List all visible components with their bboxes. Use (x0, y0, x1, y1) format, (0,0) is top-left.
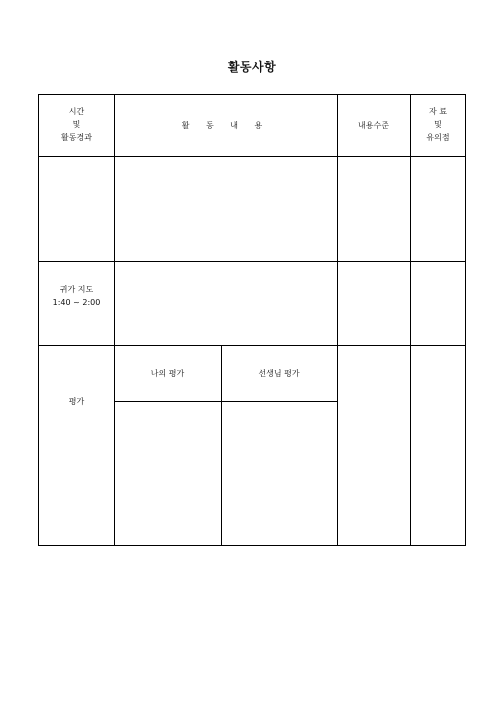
header-time-line2: 및 (72, 120, 81, 129)
self-evaluation-label: 나의 평가 (150, 369, 185, 378)
header-time-cell (39, 105, 114, 144)
evaluation-label: 평가 (68, 397, 85, 406)
header-divider (39, 156, 466, 157)
header-material-line2: 및 (434, 120, 442, 129)
header-time-line3: 활동경과 (61, 133, 92, 142)
header-material-line1: 자 료 (429, 107, 447, 116)
homecoming-cell (39, 283, 114, 309)
activity-table (38, 94, 466, 546)
evaluation-header-line (114, 401, 337, 402)
column-divider-1 (114, 95, 115, 545)
header-material-cell (410, 105, 466, 144)
teacher-evaluation-label: 선생님 평가 (258, 369, 300, 378)
page-title: 활동사항 (227, 60, 277, 74)
column-divider-3 (410, 95, 411, 545)
row-divider-2 (39, 345, 466, 346)
header-material-line3: 유의점 (426, 133, 450, 142)
row-divider-1 (39, 261, 466, 262)
column-divider-2 (337, 95, 338, 545)
homecoming-label: 귀가 지도 (59, 285, 94, 294)
header-activity: 활 동 내 용 (181, 121, 270, 130)
header-level: 내용수준 (358, 121, 389, 130)
homecoming-time: 1:40 ~ 2:00 (52, 298, 101, 307)
header-time-line1: 시간 (68, 107, 85, 116)
